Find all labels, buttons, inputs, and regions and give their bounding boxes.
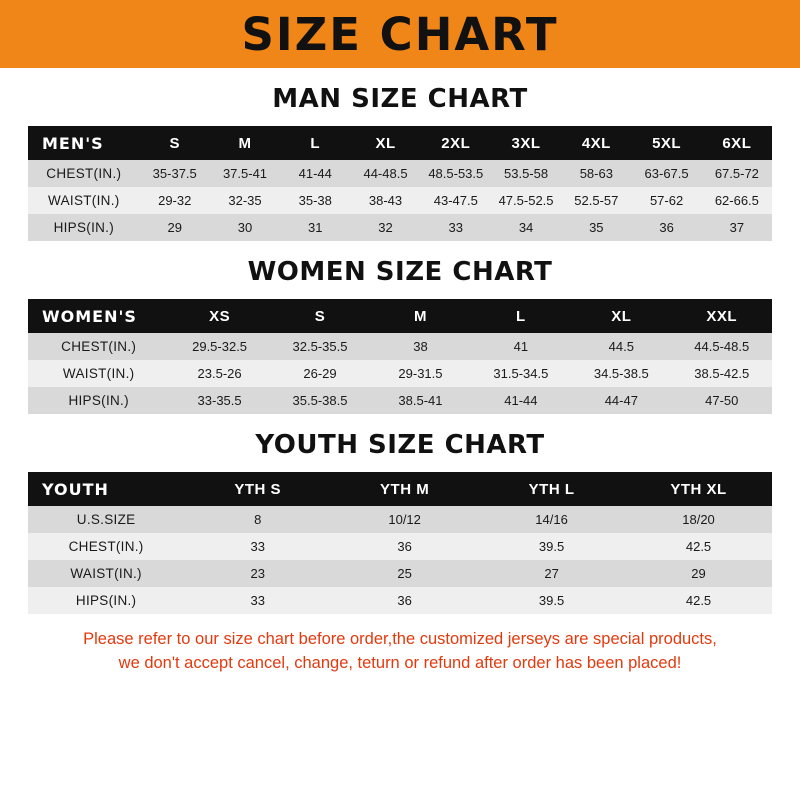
table-cell: 38-43	[350, 187, 420, 214]
table-row	[28, 387, 772, 414]
table-cell: 44-47	[571, 387, 671, 414]
table-header-row	[28, 472, 772, 506]
table-cell: 38.5-42.5	[672, 360, 772, 387]
table-cell: 39.5	[478, 533, 625, 560]
table-cell: 10/12	[331, 506, 478, 533]
table-cell: 47-50	[672, 387, 772, 414]
table-cell: 36	[331, 533, 478, 560]
table-cell: 36	[631, 214, 701, 241]
column-header: XL	[571, 299, 671, 333]
table-cell: 33	[184, 587, 331, 614]
column-header: YOUTH	[28, 472, 184, 506]
row-label: CHEST(IN.)	[28, 160, 140, 187]
table-cell: 62-66.5	[702, 187, 772, 214]
table-cell: 35-37.5	[140, 160, 210, 187]
table-cell: 14/16	[478, 506, 625, 533]
row-label: HIPS(IN.)	[28, 214, 140, 241]
table-cell: 36	[331, 587, 478, 614]
table-cell: 32.5-35.5	[270, 333, 370, 360]
column-header: YTH XL	[625, 472, 772, 506]
table-header-row	[28, 299, 772, 333]
table-cell: 23.5-26	[169, 360, 269, 387]
footer-line-2: we don't accept cancel, change, teturn or refund after order has been placed!	[118, 653, 682, 672]
column-header: L	[471, 299, 571, 333]
table-cell: 25	[331, 560, 478, 587]
table-row	[28, 187, 772, 214]
table-cell: 18/20	[625, 506, 772, 533]
table-cell: 37	[702, 214, 772, 241]
table-row	[28, 333, 772, 360]
table-cell: 33	[184, 533, 331, 560]
table-cell: 26-29	[270, 360, 370, 387]
column-header: XS	[169, 299, 269, 333]
column-header: XXL	[672, 299, 772, 333]
table-cell: 32	[350, 214, 420, 241]
table-row	[28, 506, 772, 533]
table-row	[28, 533, 772, 560]
row-label: HIPS(IN.)	[28, 587, 184, 614]
column-header: YTH M	[331, 472, 478, 506]
table-cell: 41-44	[280, 160, 350, 187]
table-cell: 42.5	[625, 533, 772, 560]
column-header: 3XL	[491, 126, 561, 160]
row-label: CHEST(IN.)	[28, 533, 184, 560]
table-cell: 52.5-57	[561, 187, 631, 214]
section-youth	[28, 430, 772, 614]
youth-size-table	[28, 472, 772, 614]
footer-line-1: Please refer to our size chart before order,the customized jerseys are special products,	[83, 630, 717, 648]
table-cell: 35	[561, 214, 631, 241]
men-size-table	[28, 126, 772, 241]
table-cell: 67.5-72	[702, 160, 772, 187]
page-banner	[0, 0, 800, 68]
table-cell: 31	[280, 214, 350, 241]
footer-disclaimer	[28, 628, 772, 676]
column-header: YTH L	[478, 472, 625, 506]
table-row	[28, 560, 772, 587]
column-header: 4XL	[561, 126, 631, 160]
table-header-row	[28, 126, 772, 160]
column-header: 5XL	[631, 126, 701, 160]
table-cell: 47.5-52.5	[491, 187, 561, 214]
table-cell: 33-35.5	[169, 387, 269, 414]
column-header: S	[140, 126, 210, 160]
table-cell: 35-38	[280, 187, 350, 214]
table-cell: 63-67.5	[631, 160, 701, 187]
table-cell: 29	[140, 214, 210, 241]
table-row	[28, 160, 772, 187]
table-cell: 34	[491, 214, 561, 241]
section-men	[28, 84, 772, 241]
column-header: YTH S	[184, 472, 331, 506]
section-title-men: MAN SIZE CHART	[272, 84, 528, 114]
table-cell: 58-63	[561, 160, 631, 187]
row-label: WAIST(IN.)	[28, 187, 140, 214]
table-cell: 44.5	[571, 333, 671, 360]
column-header: M	[370, 299, 470, 333]
women-size-table	[28, 299, 772, 414]
column-header: XL	[350, 126, 420, 160]
column-header: S	[270, 299, 370, 333]
table-cell: 38	[370, 333, 470, 360]
table-cell: 41-44	[471, 387, 571, 414]
table-cell: 31.5-34.5	[471, 360, 571, 387]
table-cell: 37.5-41	[210, 160, 280, 187]
table-cell: 48.5-53.5	[421, 160, 491, 187]
table-cell: 30	[210, 214, 280, 241]
table-cell: 38.5-41	[370, 387, 470, 414]
row-label: HIPS(IN.)	[28, 387, 169, 414]
table-cell: 33	[421, 214, 491, 241]
row-label: WAIST(IN.)	[28, 360, 169, 387]
table-cell: 29-32	[140, 187, 210, 214]
column-header: L	[280, 126, 350, 160]
table-cell: 29.5-32.5	[169, 333, 269, 360]
table-cell: 35.5-38.5	[270, 387, 370, 414]
table-cell: 27	[478, 560, 625, 587]
table-cell: 8	[184, 506, 331, 533]
column-header: MEN'S	[28, 126, 140, 160]
table-row	[28, 214, 772, 241]
table-cell: 43-47.5	[421, 187, 491, 214]
column-header: M	[210, 126, 280, 160]
chart-content	[0, 84, 800, 676]
table-cell: 32-35	[210, 187, 280, 214]
section-title-women: WOMEN SIZE CHART	[247, 257, 553, 287]
row-label: WAIST(IN.)	[28, 560, 184, 587]
column-header: WOMEN'S	[28, 299, 169, 333]
section-title-youth: YOUTH SIZE CHART	[255, 430, 545, 460]
table-cell: 53.5-58	[491, 160, 561, 187]
table-cell: 39.5	[478, 587, 625, 614]
table-cell: 41	[471, 333, 571, 360]
row-label: CHEST(IN.)	[28, 333, 169, 360]
column-header: 2XL	[421, 126, 491, 160]
table-cell: 44-48.5	[350, 160, 420, 187]
table-row	[28, 587, 772, 614]
table-cell: 42.5	[625, 587, 772, 614]
row-label: U.S.SIZE	[28, 506, 184, 533]
table-cell: 23	[184, 560, 331, 587]
table-cell: 29	[625, 560, 772, 587]
page-title: SIZE CHART	[241, 7, 559, 61]
table-cell: 29-31.5	[370, 360, 470, 387]
table-cell: 57-62	[631, 187, 701, 214]
table-cell: 44.5-48.5	[672, 333, 772, 360]
column-header: 6XL	[702, 126, 772, 160]
section-women	[28, 257, 772, 414]
table-row	[28, 360, 772, 387]
table-cell: 34.5-38.5	[571, 360, 671, 387]
